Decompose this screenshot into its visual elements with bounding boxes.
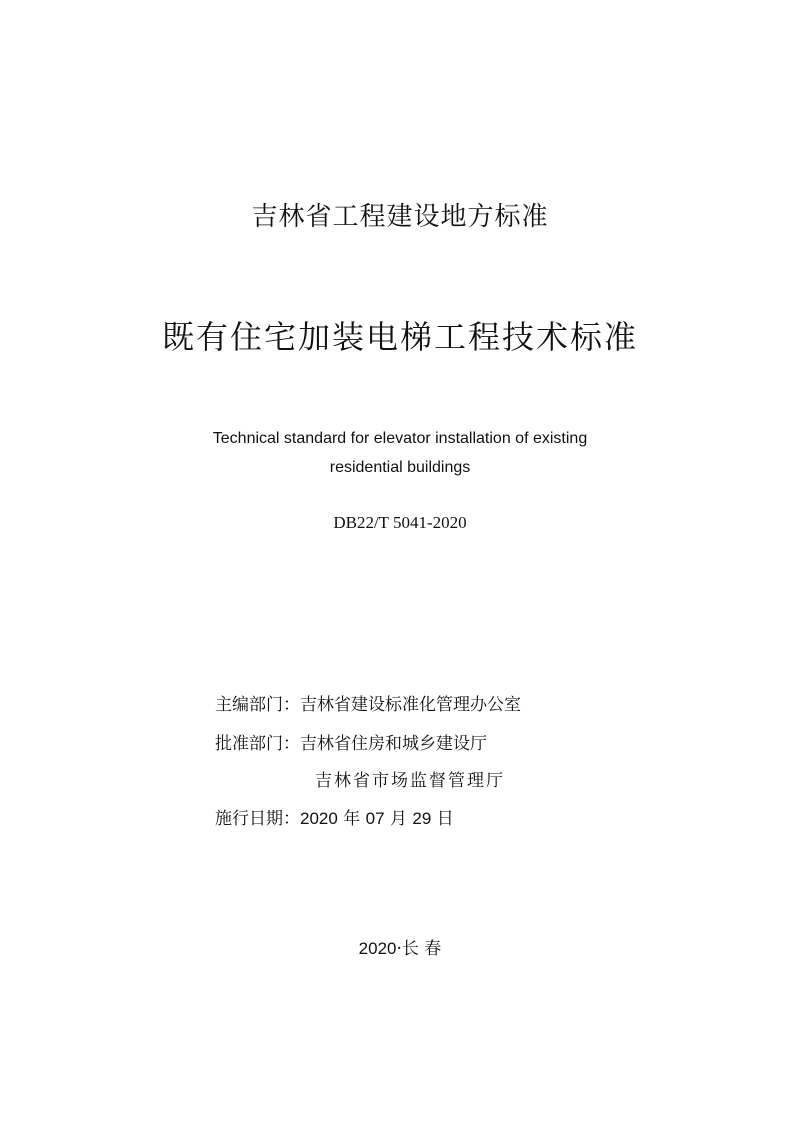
document-title: 既有住宅加装电梯工程技术标准 [161, 318, 638, 356]
editor-department-value: 吉林省建设标准化管理办公室 [300, 695, 521, 715]
approver-department-label: 批准部门： [215, 734, 300, 754]
effective-date-day-unit: 日 [431, 809, 454, 829]
approver-department-value-2: 吉林省市场监督管理厅 [315, 771, 505, 791]
publication-place [0, 934, 800, 959]
editor-department-label: 主编部门： [215, 695, 300, 715]
publication-year: 2020 [358, 939, 397, 958]
effective-date-label: 施行日期： [215, 809, 300, 829]
effective-date-year-unit: 年 [337, 809, 366, 829]
effective-date-month-unit: 月 [384, 809, 413, 829]
approver-department-row [215, 729, 487, 754]
standard-code: DB22/T 5041-2020 [333, 513, 467, 532]
english-title-line-1: Technical standard for elevator installation of existing [212, 430, 588, 447]
english-title-line-2: residential buildings [329, 459, 471, 476]
organization-title: 吉林省工程建设地方标准 [251, 202, 549, 232]
effective-date-year: 2020 [300, 809, 338, 828]
effective-date-day: 29 [412, 809, 432, 828]
publication-city: 长 春 [401, 939, 442, 959]
approver-department-value-1: 吉林省住房和城乡建设厅 [300, 734, 487, 754]
publication-separator: · [396, 939, 402, 959]
english-title [0, 424, 800, 482]
effective-date-row [215, 804, 454, 829]
editor-department-row [215, 690, 521, 715]
effective-date-month: 07 [365, 809, 385, 828]
